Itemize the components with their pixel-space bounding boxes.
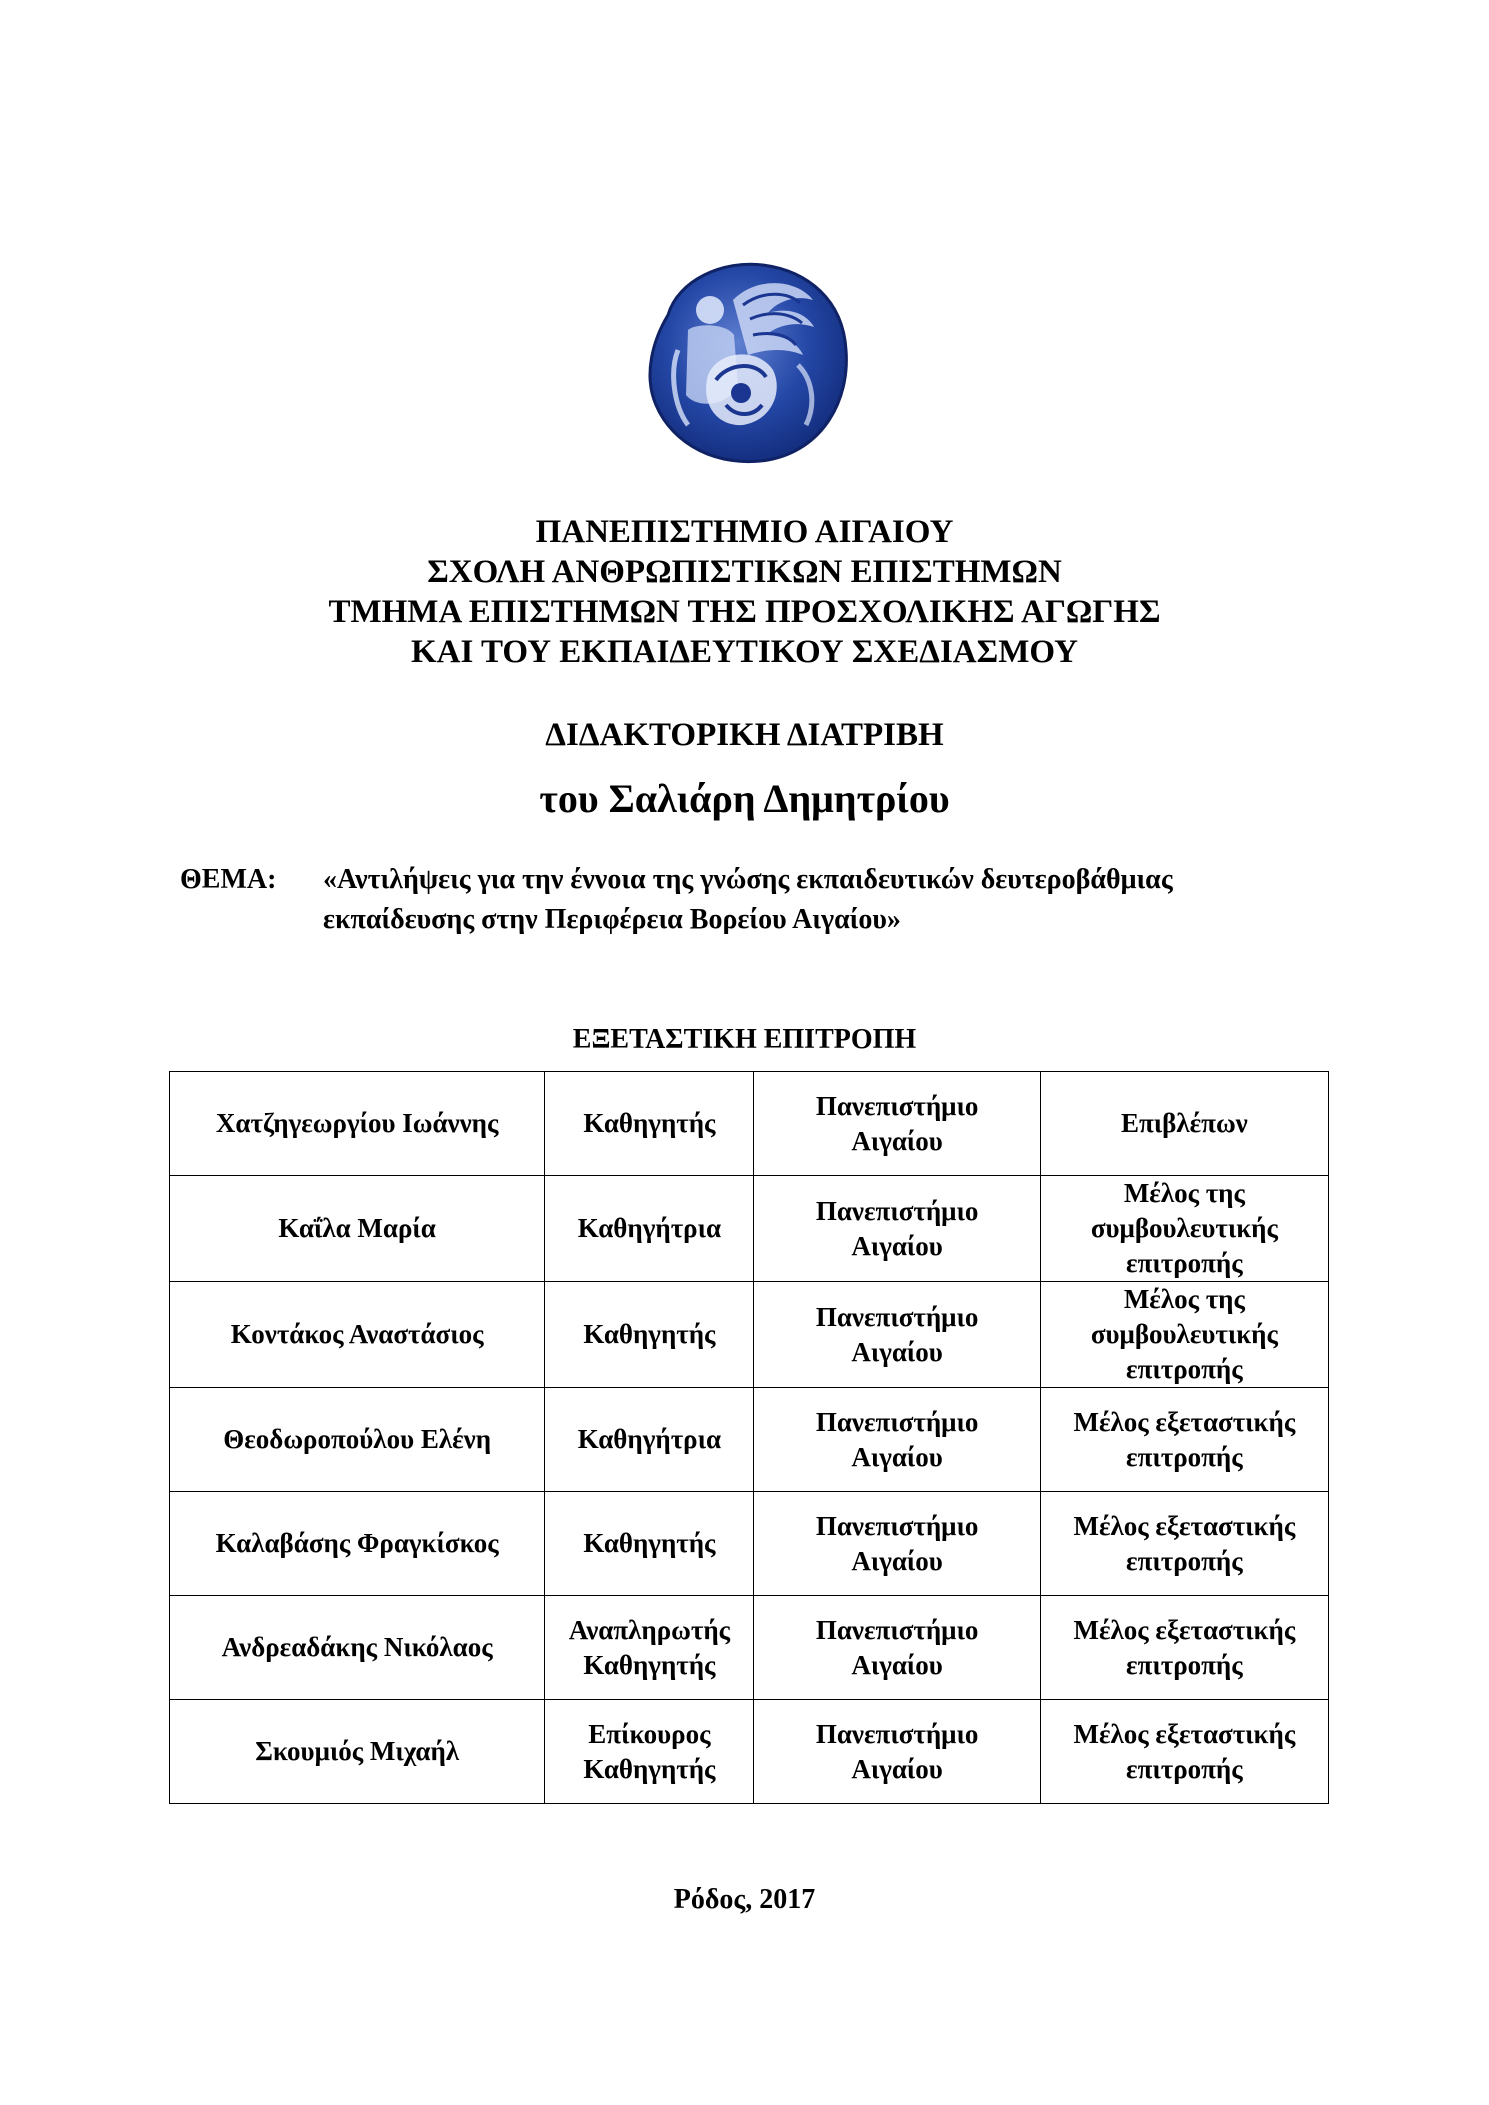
member-name: Σκουμιός Μιχαήλ	[170, 1700, 545, 1804]
table-row	[170, 1596, 1329, 1700]
table-row	[170, 1492, 1329, 1596]
university-seal-icon	[638, 255, 852, 465]
member-name: Θεοδωροπούλου Ελένη	[170, 1388, 545, 1492]
member-institution: Πανεπιστήμιο Αιγαίου	[754, 1072, 1040, 1176]
thesis-author: του Σαλιάρη Δημητρίου	[539, 776, 950, 821]
member-name: Ανδρεαδάκης Νικόλαος	[170, 1596, 545, 1700]
member-institution: Πανεπιστήμιο Αιγαίου	[754, 1492, 1040, 1596]
university-header	[0, 512, 1489, 672]
header-line-department-cont: ΚΑΙ ΤΟΥ ΕΚΠΑΙΔΕΥΤΙΚΟΥ ΣΧΕΔΙΑΣΜΟΥ	[410, 634, 1078, 670]
member-rank: Καθηγήτρια	[545, 1176, 754, 1282]
member-role: Μέλος εξεταστικής επιτροπής	[1040, 1492, 1328, 1596]
thesis-type: ΔΙΔΑΚΤΟΡΙΚΗ ΔΙΑΤΡΙΒΗ	[545, 717, 944, 753]
member-name: Κοντάκος Αναστάσιος	[170, 1282, 545, 1388]
member-name: Χατζηγεωργίου Ιωάννης	[170, 1072, 545, 1176]
member-role: Μέλος εξεταστικής επιτροπής	[1040, 1700, 1328, 1804]
member-rank: Επίκουρος Καθηγητής	[545, 1700, 754, 1804]
table-row	[170, 1388, 1329, 1492]
table-row	[170, 1700, 1329, 1804]
member-institution: Πανεπιστήμιο Αιγαίου	[754, 1388, 1040, 1492]
member-institution: Πανεπιστήμιο Αιγαίου	[754, 1282, 1040, 1388]
city-year: Ρόδος, 2017	[673, 1884, 816, 1915]
subject-line: «Αντιλήψεις για την έννοια της γνώσης εκπαιδευτικών δευτεροβάθμιας	[323, 864, 1173, 895]
table-row	[170, 1176, 1329, 1282]
header-line-school: ΣΧΟΛΗ ΑΝΘΡΩΠΙΣΤΙΚΩΝ ΕΠΙΣΤΗΜΩΝ	[427, 554, 1062, 590]
member-name: Καΐλα Μαρία	[170, 1176, 545, 1282]
member-role: Μέλος της συμβουλευτικής επιτροπής	[1040, 1282, 1328, 1388]
member-rank: Καθηγήτρια	[545, 1388, 754, 1492]
member-role: Μέλος της συμβουλευτικής επιτροπής	[1040, 1176, 1328, 1282]
subject-label: ΘΕΜΑ:	[180, 864, 277, 895]
member-name: Καλαβάσης Φραγκίσκος	[170, 1492, 545, 1596]
member-role: Μέλος εξεταστικής επιτροπής	[1040, 1596, 1328, 1700]
member-institution: Πανεπιστήμιο Αιγαίου	[754, 1700, 1040, 1804]
header-line-university: ΠΑΝΕΠΙΣΤΗΜΙΟ ΑΙΓΑΙΟΥ	[535, 514, 954, 550]
member-institution: Πανεπιστήμιο Αιγαίου	[754, 1596, 1040, 1700]
header-line-department: ΤΜΗΜΑ ΕΠΙΣΤΗΜΩΝ ΤΗΣ ΠΡΟΣΧΟΛΙΚΗΣ ΑΓΩΓΗΣ	[328, 594, 1161, 630]
table-row	[170, 1072, 1329, 1176]
member-rank: Καθηγητής	[545, 1492, 754, 1596]
committee-title: ΕΞΕΤΑΣΤΙΚΗ ΕΠΙΤΡΟΠΗ	[572, 1024, 917, 1055]
member-rank: Καθηγητής	[545, 1072, 754, 1176]
member-role: Επιβλέπων	[1040, 1072, 1328, 1176]
subject-text	[323, 860, 1363, 940]
subject-line: εκπαίδευσης στην Περιφέρεια Βορείου Αιγαίου»	[323, 904, 901, 935]
member-institution: Πανεπιστήμιο Αιγαίου	[754, 1176, 1040, 1282]
member-rank: Καθηγητής	[545, 1282, 754, 1388]
committee-table	[169, 1071, 1329, 1804]
member-role: Μέλος εξεταστικής επιτροπής	[1040, 1388, 1328, 1492]
table-row	[170, 1282, 1329, 1388]
member-rank: Αναπληρωτής Καθηγητής	[545, 1596, 754, 1700]
